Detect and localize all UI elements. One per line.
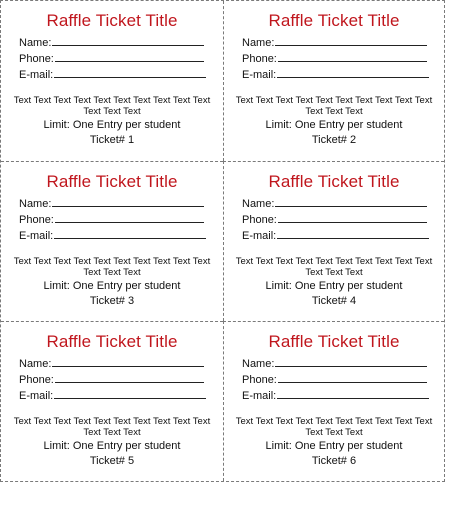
ticket-title: Raffle Ticket Title xyxy=(268,332,400,351)
name-line[interactable] xyxy=(52,355,204,367)
entry-limit: Limit: One Entry per student xyxy=(43,119,181,131)
name-label: Name: xyxy=(19,37,52,49)
phone-label: Phone: xyxy=(242,214,277,226)
ticket-title: Raffle Ticket Title xyxy=(46,172,178,191)
name-field[interactable] xyxy=(19,34,204,48)
phone-line[interactable] xyxy=(55,50,204,62)
ticket-number: Ticket# 4 xyxy=(311,295,357,307)
name-field[interactable] xyxy=(242,355,427,369)
name-label: Name: xyxy=(242,358,275,370)
name-label: Name: xyxy=(242,37,275,49)
email-field[interactable] xyxy=(242,387,429,401)
phone-field[interactable] xyxy=(19,211,204,225)
email-line[interactable] xyxy=(54,227,206,239)
phone-line[interactable] xyxy=(278,50,427,62)
email-line[interactable] xyxy=(277,66,429,78)
name-line[interactable] xyxy=(275,355,427,367)
email-label: E-mail: xyxy=(242,230,277,242)
phone-line[interactable] xyxy=(278,211,427,223)
name-line[interactable] xyxy=(275,195,427,207)
email-label: E-mail: xyxy=(19,230,54,242)
email-field[interactable] xyxy=(19,227,206,241)
phone-label: Phone: xyxy=(242,53,277,65)
phone-label: Phone: xyxy=(19,374,54,386)
entry-limit: Limit: One Entry per student xyxy=(265,280,403,292)
raffle-ticket-5 xyxy=(1,321,223,481)
email-label: E-mail: xyxy=(242,69,277,81)
ticket-title: Raffle Ticket Title xyxy=(46,332,178,351)
ticket-title: Raffle Ticket Title xyxy=(268,11,400,30)
phone-field[interactable] xyxy=(242,50,427,64)
name-label: Name: xyxy=(242,198,275,210)
name-field[interactable] xyxy=(242,34,427,48)
phone-field[interactable] xyxy=(242,371,427,385)
ticket-number: Ticket# 2 xyxy=(311,134,357,146)
raffle-ticket-6 xyxy=(223,321,444,481)
ticket-body-text: Text Text Text Text Text Text Text Text Text Text Text Text Text xyxy=(235,416,433,438)
ticket-body-text: Text Text Text Text Text Text Text Text Text Text Text Text Text xyxy=(235,95,433,117)
phone-line[interactable] xyxy=(55,211,204,223)
name-field[interactable] xyxy=(242,195,427,209)
ticket-body-text: Text Text Text Text Text Text Text Text Text Text Text Text Text xyxy=(13,256,211,278)
email-field[interactable] xyxy=(242,66,429,80)
ticket-title: Raffle Ticket Title xyxy=(46,11,178,30)
phone-field[interactable] xyxy=(242,211,427,225)
ticket-number: Ticket# 5 xyxy=(89,455,135,467)
email-label: E-mail: xyxy=(242,390,277,402)
name-field[interactable] xyxy=(19,355,204,369)
email-label: E-mail: xyxy=(19,69,54,81)
ticket-body-text: Text Text Text Text Text Text Text Text Text Text Text Text Text xyxy=(13,95,211,117)
name-line[interactable] xyxy=(52,34,204,46)
email-line[interactable] xyxy=(277,227,429,239)
email-line[interactable] xyxy=(54,387,206,399)
entry-limit: Limit: One Entry per student xyxy=(43,440,181,452)
entry-limit: Limit: One Entry per student xyxy=(43,280,181,292)
phone-label: Phone: xyxy=(242,374,277,386)
phone-field[interactable] xyxy=(19,50,204,64)
email-field[interactable] xyxy=(242,227,429,241)
ticket-title: Raffle Ticket Title xyxy=(268,172,400,191)
name-label: Name: xyxy=(19,358,52,370)
ticket-body-text: Text Text Text Text Text Text Text Text Text Text Text Text Text xyxy=(13,416,211,438)
phone-label: Phone: xyxy=(19,53,54,65)
entry-limit: Limit: One Entry per student xyxy=(265,119,403,131)
phone-line[interactable] xyxy=(55,371,204,383)
ticket-number: Ticket# 1 xyxy=(89,134,135,146)
raffle-ticket-1 xyxy=(1,1,223,161)
name-label: Name: xyxy=(19,198,52,210)
name-line[interactable] xyxy=(275,34,427,46)
raffle-ticket-2 xyxy=(223,1,444,161)
phone-label: Phone: xyxy=(19,214,54,226)
name-field[interactable] xyxy=(19,195,204,209)
ticket-body-text: Text Text Text Text Text Text Text Text Text Text Text Text Text xyxy=(235,256,433,278)
ticket-number: Ticket# 6 xyxy=(311,455,357,467)
phone-field[interactable] xyxy=(19,371,204,385)
ticket-number: Ticket# 3 xyxy=(89,295,135,307)
name-line[interactable] xyxy=(52,195,204,207)
email-line[interactable] xyxy=(54,66,206,78)
raffle-ticket-4 xyxy=(223,161,444,321)
ticket-grid xyxy=(1,1,444,481)
phone-line[interactable] xyxy=(278,371,427,383)
email-line[interactable] xyxy=(277,387,429,399)
email-field[interactable] xyxy=(19,66,206,80)
entry-limit: Limit: One Entry per student xyxy=(265,440,403,452)
email-field[interactable] xyxy=(19,387,206,401)
email-label: E-mail: xyxy=(19,390,54,402)
raffle-ticket-3 xyxy=(1,161,223,321)
